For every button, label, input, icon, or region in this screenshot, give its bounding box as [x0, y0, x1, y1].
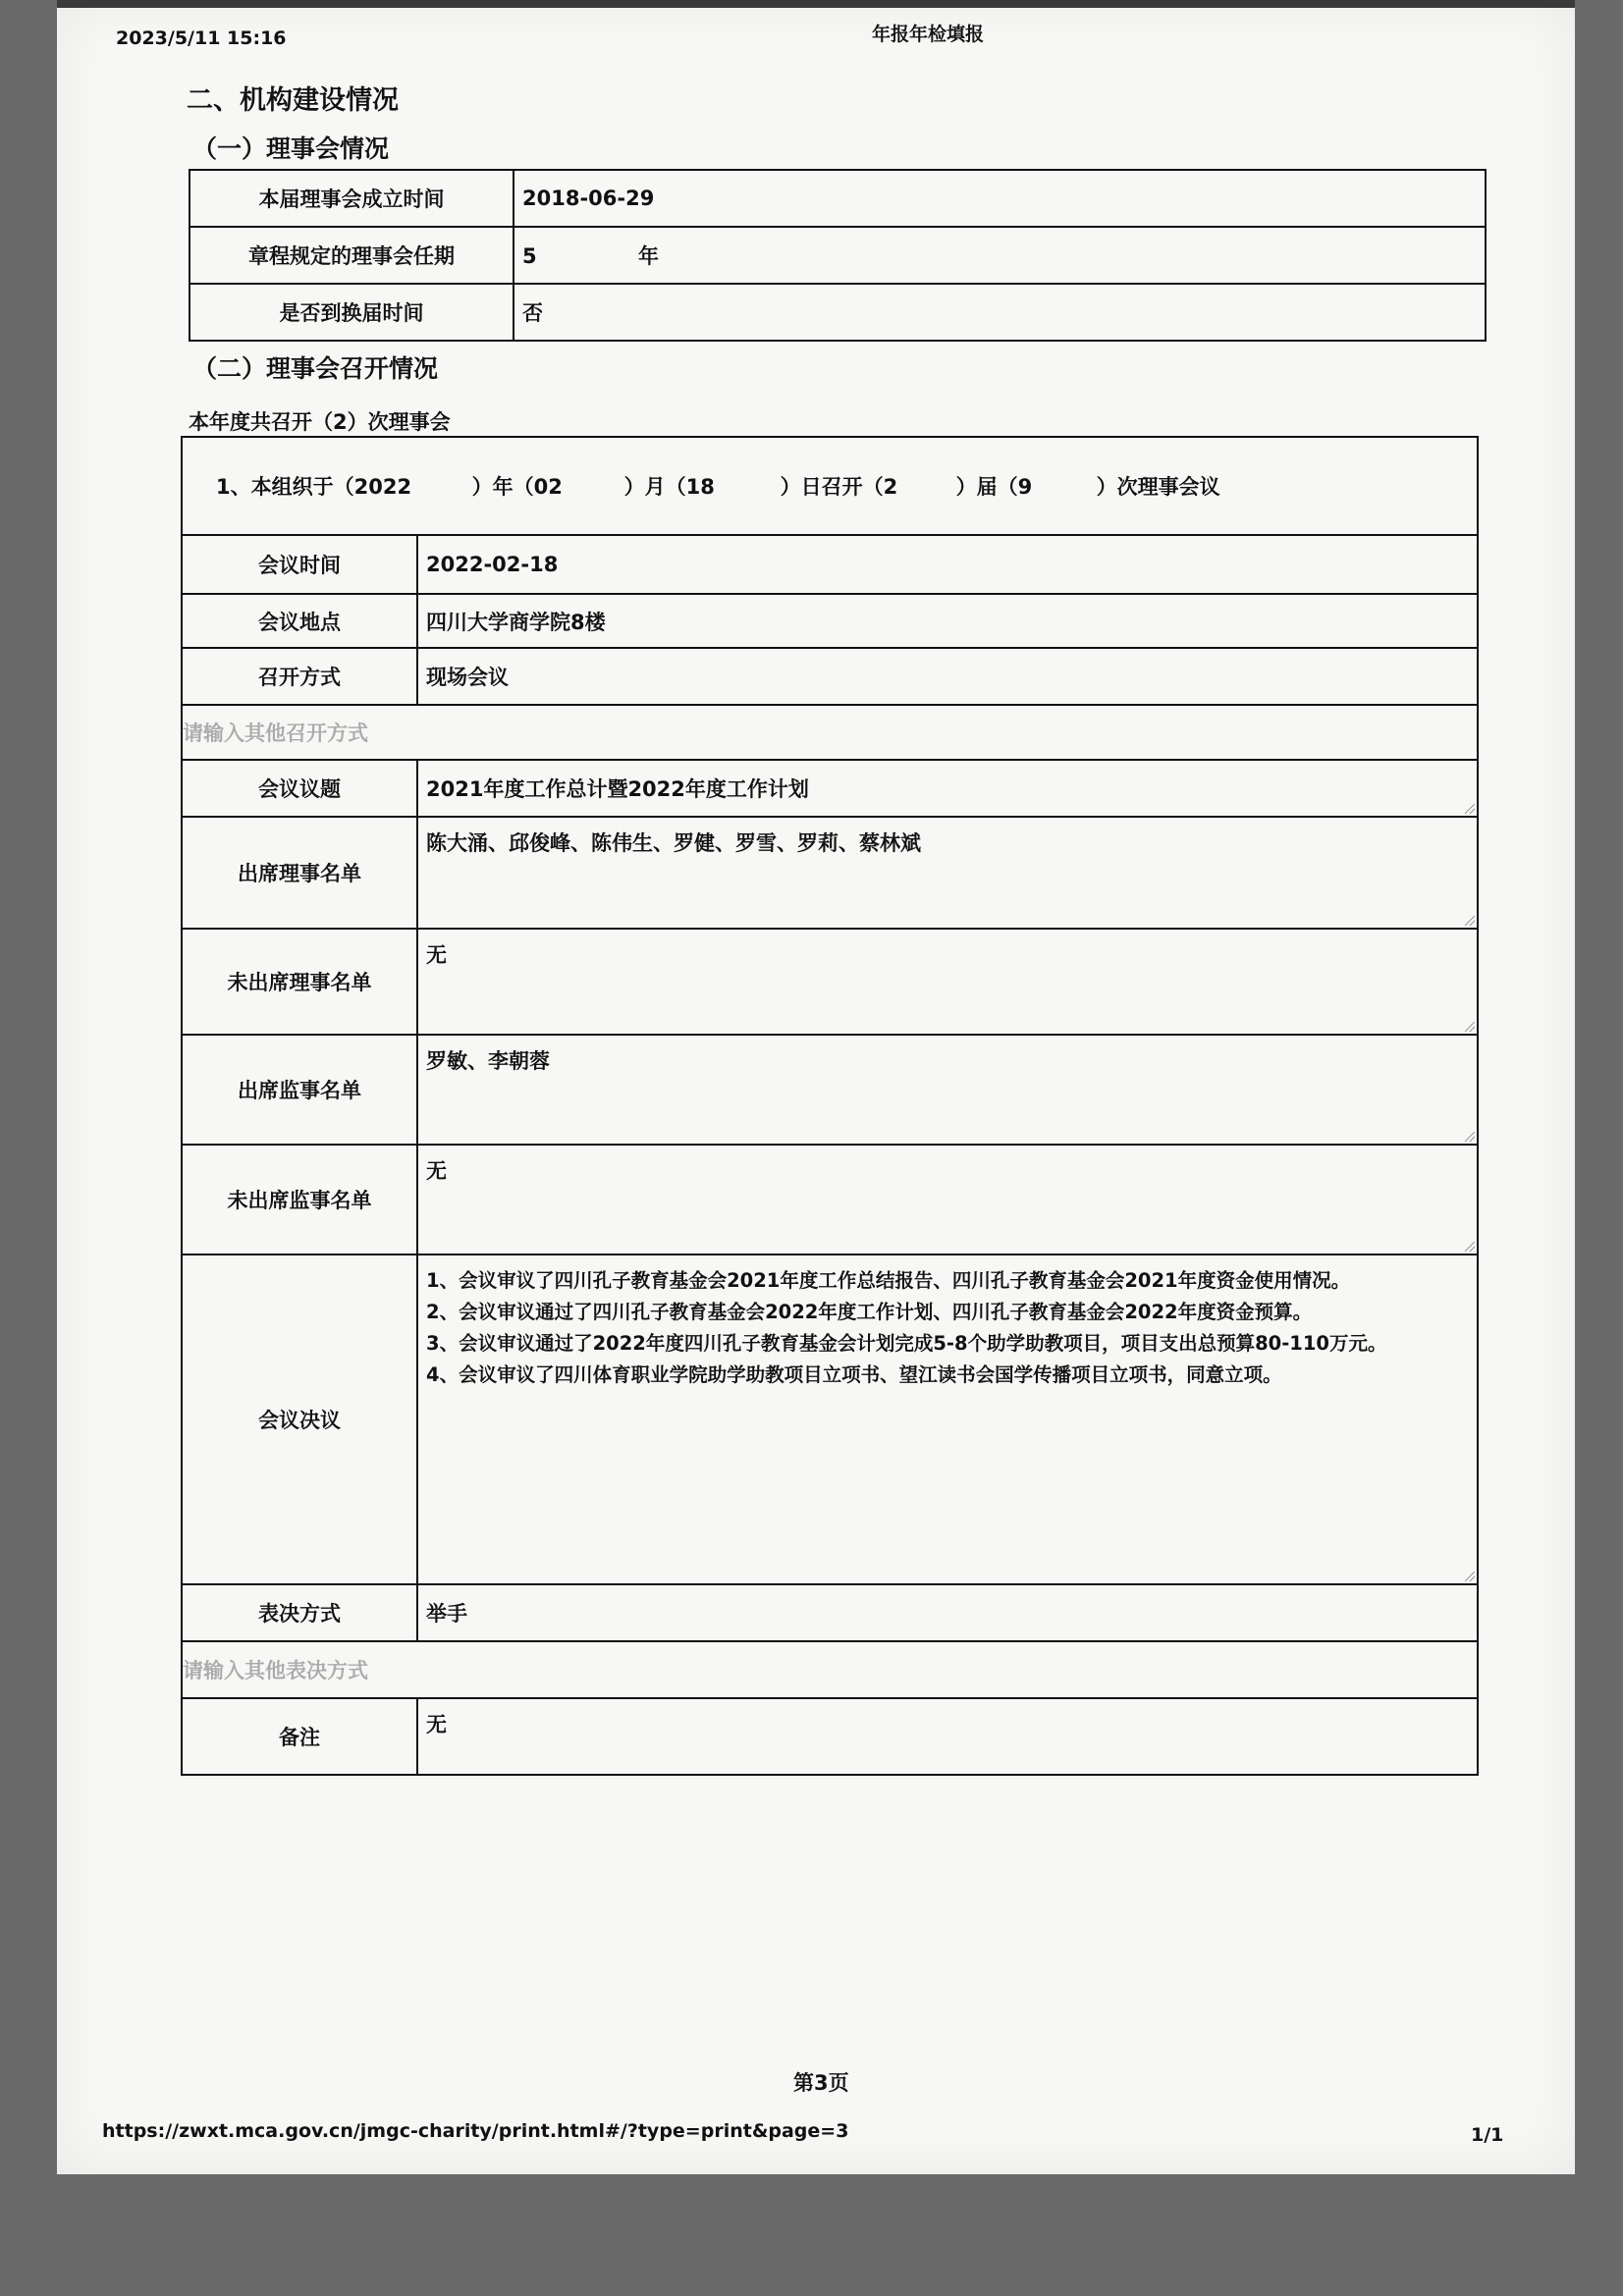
meeting-day[interactable]: 18 — [685, 475, 715, 499]
meeting-topic-label: 会议议题 — [182, 760, 417, 817]
meeting-time-value[interactable]: 2022-02-18 — [417, 535, 1478, 594]
other-mode-input[interactable]: 请输入其他召开方式 — [182, 705, 1478, 760]
resolution-value[interactable] — [417, 1255, 1478, 1584]
table-row — [182, 1584, 1478, 1641]
table-row — [182, 1035, 1478, 1145]
absent-supervisors-value[interactable]: 无 — [417, 1145, 1478, 1255]
term-expired-label: 是否到换届时间 — [189, 284, 514, 341]
vote-label: 表决方式 — [182, 1584, 417, 1641]
meeting-heading — [182, 437, 1478, 535]
table-row — [182, 1698, 1478, 1775]
heading-text: ）月（ — [623, 475, 686, 499]
table-row — [182, 1641, 1478, 1698]
table-row — [182, 705, 1478, 760]
board-term-unit: 年 — [637, 244, 659, 268]
meeting-term[interactable]: 2 — [883, 475, 898, 499]
vote-value[interactable]: 举手 — [417, 1584, 1478, 1641]
resolution-line: 4、会议审议了四川体育职业学院助学助教项目立项书、望江读书会国学传播项目立项书，同意立项。 — [426, 1363, 1282, 1386]
page-count: 1/1 — [1471, 2124, 1504, 2146]
table-row — [189, 227, 1486, 284]
meeting-heading-row — [182, 437, 1478, 535]
board-founded-value[interactable]: 2018-06-29 — [514, 170, 1486, 227]
meeting-time-label: 会议时间 — [182, 535, 417, 594]
table-row — [182, 594, 1478, 648]
table-row — [182, 929, 1478, 1035]
attend-directors-label: 出席理事名单 — [182, 817, 417, 929]
meeting-place-value[interactable]: 四川大学商学院8楼 — [417, 594, 1478, 648]
meeting-count-text: 本年度共召开（2）次理事会 — [189, 410, 451, 434]
print-title: 年报年检填报 — [872, 24, 985, 45]
heading-text: ）年（ — [471, 475, 534, 499]
board-term-value: 5 — [522, 244, 537, 268]
table-row — [182, 760, 1478, 817]
heading-text: 1、本组织于（ — [216, 475, 354, 499]
table-row — [182, 817, 1478, 929]
scan-edge — [57, 0, 1575, 8]
page-url[interactable]: https://zwxt.mca.gov.cn/jmgc-charity/print.html#/?type=print&page=3 — [102, 2120, 849, 2142]
absent-directors-value[interactable]: 无 — [417, 929, 1478, 1035]
resolution-line: 3、会议审议通过了2022年度四川孔子教育基金会计划完成5-8个助学助教项目，项目支出总预算80-110万元。 — [426, 1332, 1387, 1355]
resolution-line: 2、会议审议通过了四川孔子教育基金会2022年度工作计划、四川孔子教育基金会2022年度资金预算。 — [426, 1301, 1313, 1323]
meeting-topic-value[interactable]: 2021年度工作总计暨2022年度工作计划 — [417, 760, 1478, 817]
heading-text: ）届（ — [955, 475, 1018, 499]
absent-supervisors-label: 未出席监事名单 — [182, 1145, 417, 1255]
section-title: 二、机构建设情况 — [187, 85, 399, 116]
subsection-board-info: （一）理事会情况 — [192, 134, 390, 163]
table-row — [182, 648, 1478, 705]
meeting-table — [181, 436, 1479, 1776]
meeting-month[interactable]: 02 — [533, 475, 563, 499]
resolution-label: 会议决议 — [182, 1255, 417, 1584]
attend-directors-value[interactable]: 陈大涌、邱俊峰、陈伟生、罗健、罗雪、罗莉、蔡林斌 — [417, 817, 1478, 929]
board-founded-label: 本届理事会成立时间 — [189, 170, 514, 227]
meeting-place-label: 会议地点 — [182, 594, 417, 648]
remark-label: 备注 — [182, 1698, 417, 1775]
attend-supervisors-value[interactable]: 罗敏、李朝蓉 — [417, 1035, 1478, 1145]
table-row — [189, 170, 1486, 227]
heading-text: ）次理事会议 — [1096, 475, 1220, 499]
board-term-label: 章程规定的理事会任期 — [189, 227, 514, 284]
scan-background — [0, 2174, 1623, 2296]
remark-value[interactable]: 无 — [417, 1698, 1478, 1775]
other-vote-input[interactable]: 请输入其他表决方式 — [182, 1641, 1478, 1698]
meeting-session[interactable]: 9 — [1017, 475, 1033, 499]
absent-directors-label: 未出席理事名单 — [182, 929, 417, 1035]
meeting-mode-label: 召开方式 — [182, 648, 417, 705]
board-term-cell[interactable] — [514, 227, 1486, 284]
subsection-meetings: （二）理事会召开情况 — [192, 354, 439, 383]
table-row — [182, 1145, 1478, 1255]
heading-text: ）日召开（ — [780, 475, 884, 499]
print-datetime: 2023/5/11 15:16 — [116, 27, 287, 49]
meeting-mode-value[interactable]: 现场会议 — [417, 648, 1478, 705]
term-expired-value[interactable]: 否 — [514, 284, 1486, 341]
meeting-year[interactable]: 2022 — [353, 475, 412, 499]
attend-supervisors-label: 出席监事名单 — [182, 1035, 417, 1145]
table-row — [182, 1255, 1478, 1584]
board-info-table — [189, 169, 1487, 342]
page-number: 第3页 — [793, 2071, 849, 2095]
table-row — [182, 535, 1478, 594]
resolution-line: 1、会议审议了四川孔子教育基金会2021年度工作总结报告、四川孔子教育基金会2021年度资金使用情况。 — [426, 1269, 1351, 1292]
table-row — [189, 284, 1486, 341]
